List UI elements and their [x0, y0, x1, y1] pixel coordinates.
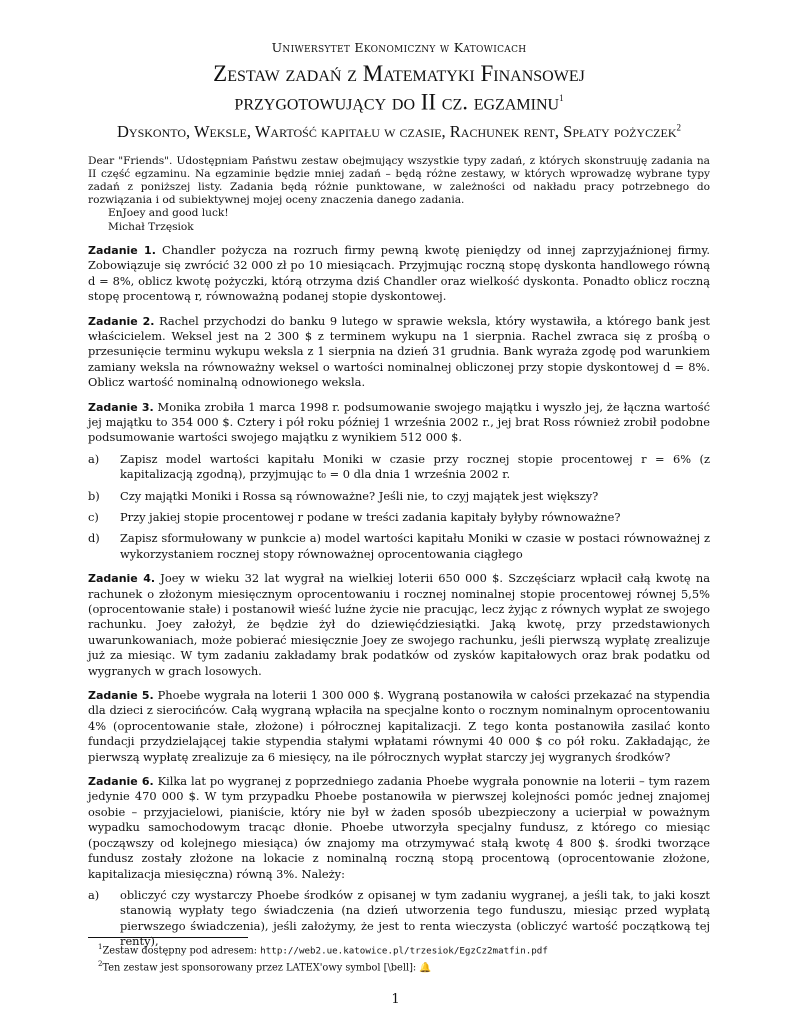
task-5-text: Phoebe wygrała na loterii 1 300 000 $. Wygraną postanowiła w całości przekazać na stypendia dla dzieci z sierocińców. Całą wygraną wpłaciła na specjalne konto o rocznym nominalnym oprocentowaniu 4% (oprocentowanie stałe, złożone) i półrocznej kapitalizacji. Z tego konta postanowiła zasilać konto fundacji przydzielającej takie stypendia stałymi wpłatami równymi 40 000 $ co pół roku. Zakładając, że pierwszą wypłatę zrealizuje za 6 miesięcy, na ile półrocznych wypłat starczy jej wygranych środków? [88, 688, 711, 764]
item-label: c) [88, 509, 99, 524]
document-header [88, 40, 710, 142]
item-label: d) [88, 531, 100, 546]
task-3-text: Monika zrobiła 1 marca 1998 r. podsumowanie swojego majątku i wyszło jej, że łączna wartość jej majątku to 354 000 $. Cztery i pół roku później 1 września 2002 r., jej brat Ross również zrobił podobne podsumowanie wartości swojego majątku z wynikiem 512 000 $. [88, 399, 711, 445]
footnote-text: Ten zestaw jest sponsorowany przez LATEX'owy symbol [\bell]: [102, 962, 420, 974]
task-1-label: Zadanie 1. [88, 243, 156, 257]
task-5 [88, 688, 710, 765]
intro-text: Dear "Friends". Udostępniam Państwu zestaw obejmujący wszystkie typy zadań, z których skonstruuję zadania na II część egzaminu. Na egzaminie będzie mniej zadań – będą różne zestawy, w których wprowadzę wybrane typy zadań z poniższej listy. Zadania będą różnie punktowane, w zależności od nakładu pracy potrzebnego do rozwiązania i od subiektywnej mojej oceny znaczenia danego zadania. [88, 154, 710, 207]
footnote-2 [88, 958, 710, 975]
task-4-text: Joey w wieku 32 lat wygrał na wielkiej loterii 650 000 $. Szczęściarz wpłacił całą kwotę na rachunek o złożonym miesięcznym oprocentowaniu i rocznej nominalnej stopie procentowej równej 5,5% (oprocentowanie stałe) i postanowił wieść luźne życie nie pracując, lecz żyjąc z równych wypłat ze swojego rachunku. Joey założył, że będzie żył do dziewięćdziesiątki. Jaką kwotę, przy przedstawionych uwarunkowaniach, może pobierać miesięcznie Joey ze swojego rachunku, jeśli pierwszą wypłatę zrealizuje już za miesiąc. W tym zadaniu zakładamy brak podatków od zysków kapitałowych oraz brak podatku od wygranych w grach losowych. [88, 571, 711, 678]
task-3-label: Zadanie 3. [88, 400, 154, 414]
footnote-ref-2[interactable]: 2 [676, 122, 681, 133]
item-text: Przy jakiej stopie procentowej r podane w treści zadania kapitały byłyby równoważne? [120, 509, 621, 524]
footnote-text: Zestaw dostępny pod adresem: [102, 945, 261, 957]
footnote-mark: 2 [98, 960, 103, 969]
task-2-text: Rachel przychodzi do banku 9 lutego w sprawie weksla, który wystawiła, a którego bank jest właścicielem. Weksel jest na 2 300 $ z terminem wykupu na 1 sierpnia. Rachel zwraca się z prośbą o przesunięcie terminu wykupu weksla z 1 sierpnia na dzień 31 grudnia. Bank wyraża zgodę pod warunkiem zamiany weksla na równoważny weksel o wartości nominalnej obliczonej przy stopie dyskontowej d = 8%. Oblicz wartość nominalną odnowionego weksla. [88, 313, 711, 390]
item-text: Zapisz sformułowany w punkcie a) model wartości kapitału Moniki w czasie w postaci równoważnej z wykorzystaniem rocznej stopy równoważnej oprocentowania ciągłego [120, 531, 710, 561]
footnote-rule [88, 937, 248, 938]
task-4 [88, 571, 710, 679]
footnote-mark: 1 [98, 943, 103, 951]
task-6-label: Zadanie 6. [88, 775, 154, 789]
footnote-ref-1[interactable]: 1 [559, 93, 564, 103]
item-text: Zapisz model wartości kapitału Moniki w czasie przy rocznej stopie procentowej r = 6% (z kapitalizacją zgodną), przyjmując t₀ = 0 dla dnia 1 września 2002 r. [120, 451, 710, 482]
task-6 [88, 774, 710, 882]
bell-icon: 🔔 [419, 962, 432, 974]
subtitle-text: Dyskonto, Weksle, Wartość kapitału w czasie, Rachunek rent, Spłaty pożyczek [117, 121, 677, 141]
footnote-url-link[interactable]: http://web2.ue.katowice.pl/trzesiok/EgzCz2matfin.pdf [260, 945, 548, 957]
title-line-2-text: przygotowujący do II cz. egzaminu [234, 89, 560, 115]
task-2 [88, 314, 710, 391]
title-line-1: Zestaw zadań z Matematyki Finansowej [213, 61, 585, 86]
university-name: Uniwersytet Ekonomiczny w Katowicach [271, 40, 527, 55]
intro-greeting: EnJoey and good luck! [108, 207, 229, 220]
footnotes [88, 941, 710, 975]
item-text: obliczyć czy wystarczy Phoebe środków z opisanej w tym zadaniu wygranej, a jeśli tak, to jaki koszt stanowią wypłaty tego świadczenia (na dzień utworzenia tego funduszu, miesiąc przed wypłatą pierwszego świadczenia), jeśli założymy, że jest to renta wieczysta (obliczyć wartość początkową tej renty), [120, 887, 710, 949]
item-text: Czy majątki Moniki i Rossa są równoważne? Jeśli nie, to czyj majątek jest większy? [120, 488, 599, 503]
task-3-item-d [88, 531, 710, 562]
page-number: 1 [391, 992, 400, 1007]
item-label: a) [88, 887, 100, 902]
task-2-label: Zadanie 2. [88, 314, 155, 328]
task-3 [88, 400, 710, 446]
subtitle [88, 122, 710, 142]
task-3-item-b [88, 489, 710, 504]
task-1 [88, 243, 710, 305]
task-3-item-c [88, 510, 710, 525]
item-label: a) [88, 451, 100, 466]
task-6-text: Kilka lat po wygranej z poprzedniego zadania Phoebe wygrała ponownie na loterii – tym razem jedynie 470 000 $. W tym przypadku Phoebe postanowiła w pierwszej kolejności pomóc jednej znajomej osobie – przyjacielowi, pianiście, który nie był w żaden sposób ubezpieczony a ucierpiał w poważnym wypadku samochodowym tracąc dłonie. Phoebe utworzyła specjalny fundusz, z którego co miesiąc (począwszy od kolejnego miesiąca) ów znajomy ma otrzymywać stałą kwotę 4 800 $. środki tworzące fundusz zostały złożone na lokacie z nominalną roczną stopą procentową (oprocentowanie złożone, kapitalizacja miesięczna) równą 3%. Należy: [88, 774, 710, 881]
title-line-2 [88, 86, 710, 115]
intro-note [88, 155, 710, 234]
task-5-label: Zadanie 5. [88, 689, 154, 703]
document-page [88, 40, 710, 950]
task-1-text: Chandler pożycza na rozruch firmy pewną kwotę pieniędzy od innej zaprzyjaźnionej firmy. Zobowiązuje się zwrócić 32 000 zł po 10 miesiącach. Przyjmując roczną stopę dyskonta handlowego równą d = 8%, oblicz kwotę pożyczki, którą otrzyma dziś Chandler oraz wielkość dyskonta. Ponadto oblicz roczną stopę procentową r, równoważną podanej stopie dyskontowej. [88, 242, 711, 304]
item-label: b) [88, 488, 100, 503]
task-3-item-a [88, 452, 710, 483]
task-4-label: Zadanie 4. [88, 572, 156, 586]
intro-author: Michał Trzęsiok [108, 220, 194, 233]
task-3-subitems [88, 452, 710, 562]
footnote-1 [88, 941, 710, 958]
